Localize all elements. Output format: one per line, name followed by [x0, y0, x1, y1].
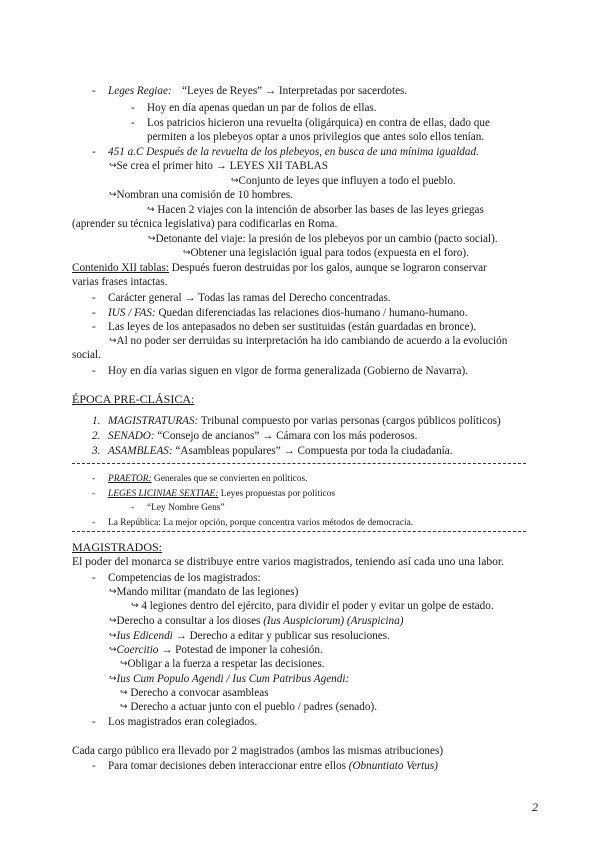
dashed-divider [72, 531, 526, 532]
list-item: - Los patricios hicieron una revuelta (oligárquica) en contra de ellas, dado que [131, 117, 490, 129]
arrow-item: ↪Coercitio → Potestad de imponer la cohesión. [109, 644, 323, 656]
arrow-item: ↪ 4 legiones dentro del ejército, para dividir el poder y evitar un golpe de estado. [131, 600, 494, 612]
return-arrow-icon: ↪ [147, 205, 155, 215]
list-item: - IUS / FAS: Quedan diferenciadas las relaciones dios-humano / humano-humano. [92, 307, 468, 319]
numbered-item: 2. SENADO: “Consejo de ancianos” → Cámara con los más poderosos. [92, 430, 418, 442]
term-contenido: Contenido XII tablas: [72, 262, 169, 274]
dashed-divider [72, 463, 526, 464]
list-item: - PRAETOR: Generales que se convierten en políticos. [92, 474, 308, 484]
arrow-item: ↪Derecho a consultar a los dioses (Ius Auspiciorum) (Aruspicina) [109, 615, 404, 627]
paragraph: Cada cargo público era llevado por 2 magistrados (ambos las mismas atribuciones) [72, 745, 444, 757]
return-arrow-icon: ↪ [183, 248, 191, 258]
arrow-item: ↪Se crea el primer hito → LEYES XII TABLAS [109, 160, 328, 172]
numbered-item: 3. ASAMBLEAS: “Asambleas populares” → Compuesta por toda la ciudadanía. [92, 445, 453, 457]
numbered-item: 1. MAGISTRATURAS: Tribunal compuesto por varias personas (cargos públicos políticos) [92, 415, 501, 427]
arrow-item: ↪Al no poder ser derruidas su interpretación ha ido cambiando de acuerdo a la evolución [109, 335, 508, 347]
section-heading: MAGISTRADOS: [72, 540, 163, 554]
list-item: - Para tomar decisiones deben interaccionar entre ellos (Obnuntiato Vertus) [92, 760, 438, 772]
item-text: “Leyes de Reyes” → Interpretadas por sacerdotes. [182, 85, 408, 97]
return-arrow-icon: ↪ [131, 601, 139, 611]
list-item: - Competencias de los magistrados: [92, 572, 261, 584]
section-heading: ÉPOCA PRE-CLÁSICA: [72, 392, 195, 406]
arrow-item-continuation: social. [72, 349, 101, 361]
return-arrow-icon: ↪ [120, 659, 128, 669]
list-item: - LEGES LICINIAE SEXTIAE: Leyes propuestas por políticos [92, 489, 336, 499]
page-number: 2 [532, 800, 538, 814]
return-arrow-icon: ↪ [120, 702, 128, 712]
return-arrow-icon: ↪ [109, 616, 117, 626]
list-item: - Los magistrados eran colegiados. [92, 716, 258, 728]
arrow-item: ↪Conjunto de leyes que influyen a todo el pueblo. [231, 175, 456, 187]
arrow-item: ↪Obligar a la fuerza a respetar las decisiones. [120, 658, 325, 670]
arrow-item: ↪ Derecho a convocar asambleas [120, 687, 269, 699]
arrow-item: ↪ Derecho a actuar junto con el pueblo / padres (senado). [120, 701, 377, 713]
return-arrow-icon: ↪ [109, 336, 117, 346]
return-arrow-icon: ↪ [109, 190, 117, 200]
arrow-item-continuation: (aprender su técnica legislativa) para codificarlas en Roma. [72, 218, 338, 230]
paragraph: El poder del monarca se distribuye entre varios magistrados, teniendo así cada uno una labor. [72, 555, 505, 568]
arrow-item: ↪Obtener una legislación igual para todos (expuesta en el foro). [183, 247, 469, 259]
return-arrow-icon: ↪ [109, 587, 117, 597]
return-arrow-icon: ↪ [231, 176, 239, 186]
term-leges-regiae: Leges Regiae: [108, 85, 172, 97]
arrow-item: ↪ Hacen 2 viajes con la intención de absorber las bases de las leyes griegas [147, 204, 484, 216]
list-item: - 451 a.C Después de la revuelta de los plebeyos, en busca de una mínima igualdad. [92, 146, 479, 158]
list-item [92, 84, 408, 98]
list-item-continuation: permiten a los plebeyos optar a unos privilegios que antes solo ellos tenían. [147, 131, 485, 143]
paragraph: Contenido XII tablas: Después fueron destruidas por los galos, aunque se lograron conservar [72, 262, 487, 274]
return-arrow-icon: ↪ [148, 234, 156, 244]
arrow-item: ↪Ius Edicendi → Derecho a editar y publicar sus resoluciones. [109, 630, 390, 642]
arrow-item: ↪Ius Cum Populo Agendi / Ius Cum Patribus Agendi: [109, 673, 350, 685]
list-item: - Carácter general → Todas las ramas del Derecho concentradas. [92, 292, 391, 304]
list-item: - “Ley Nombre Gens” [131, 503, 225, 513]
return-arrow-icon: ↪ [109, 674, 117, 684]
arrow-item: ↪Detonante del viaje: la presión de los plebeyos por un cambio (pacto social). [148, 233, 498, 245]
arrow-item: ↪Nombran una comisión de 10 hombres. [109, 189, 294, 201]
paragraph-continuation: varias frases intactas. [72, 276, 168, 288]
return-arrow-icon: ↪ [109, 161, 117, 171]
return-arrow-icon: ↪ [109, 631, 117, 641]
return-arrow-icon: ↪ [109, 645, 117, 655]
arrow-item: ↪Mando militar (mandato de las legiones) [109, 586, 299, 598]
list-item: - La República: La mejor opción, porque concentra varios métodos de democracia. [92, 518, 414, 528]
return-arrow-icon: ↪ [120, 688, 128, 698]
bullet: - [92, 85, 96, 97]
list-item: - Hoy en día varias siguen en vigor de forma generalizada (Gobierno de Navarra). [92, 365, 469, 377]
list-item: - Hoy en día apenas quedan un par de folios de ellas. [131, 102, 377, 114]
list-item: - Las leyes de los antepasados no deben ser sustituidas (están guardadas en bronce). [92, 321, 477, 333]
